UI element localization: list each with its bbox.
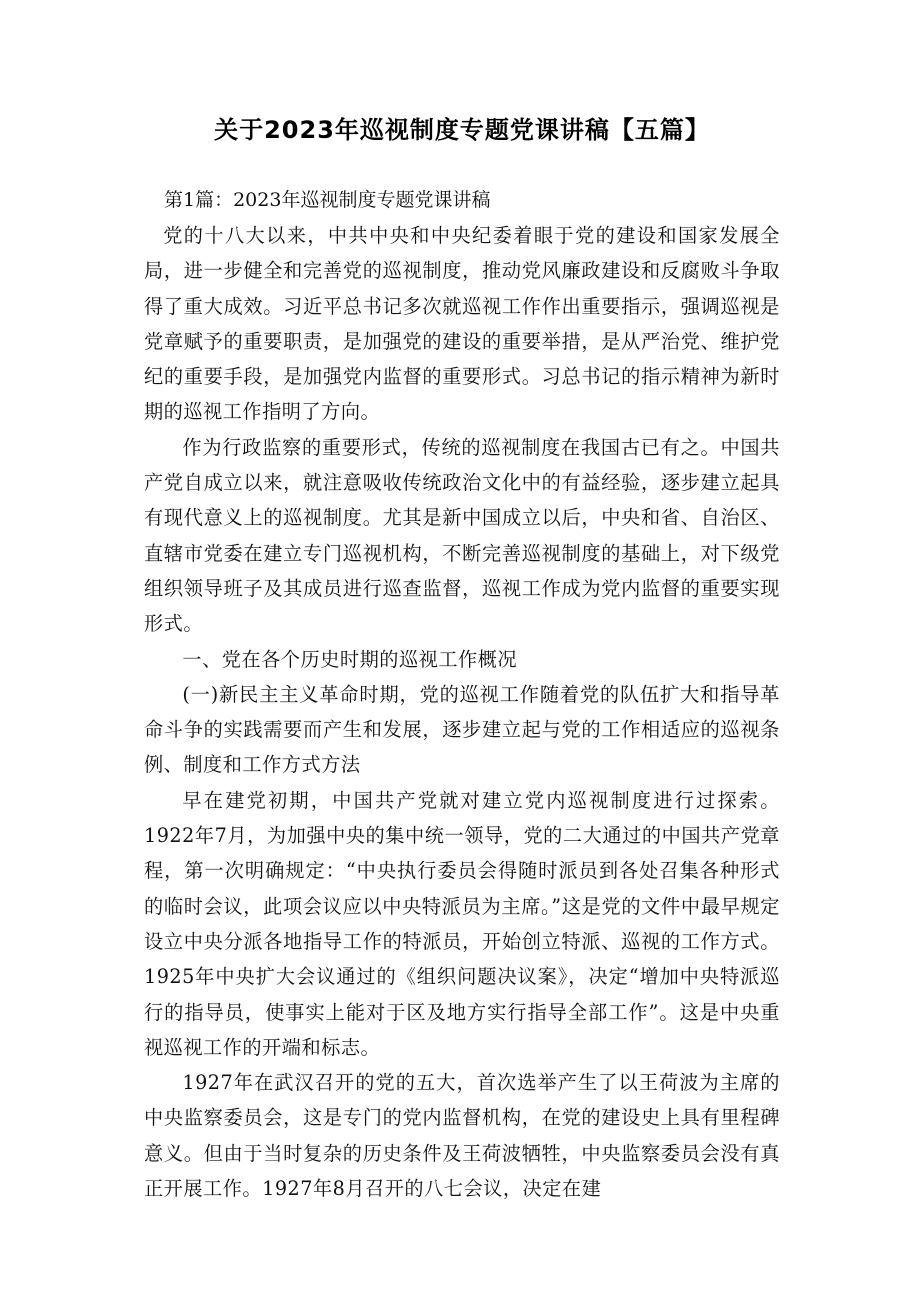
paragraph-2: 作为行政监察的重要形式，传统的巡视制度在我国古已有之。中国共产党自成立以来，就注意吸收传统政治文化中的有益经验，逐步建立起具有现代意义上的巡视制度。尤其是新中国成立以后，中央和省、自治区、直辖市党委在建立专门巡视机构，不断完善巡视制度的基础上，对下级党组织领导班子及其成员进行巡查监督，巡视工作成为党内监督的重要实现形式。 — [144, 435, 780, 636]
document-title: 关于2023年巡视制度专题党课讲稿【五篇】 — [214, 116, 710, 144]
subheading-new-democratic-period: (一)新民主主义革命时期，党的巡视工作随着党的队伍扩大和指导革命斗争的实践需要而产生和发展，逐步建立起与党的工作相适应的巡视条例、制度和工作方式方法 — [144, 682, 780, 777]
paragraph-4: 1927年在武汉召开的党的五大，首次选举产生了以王荷波为主席的中央监察委员会，这是专门的党内监督机构，在党的建设史上具有里程碑意义。但由于当时复杂的历史条件及王荷波牺牲，中央监察委员会没有真正开展工作。1927年8月召开的八七会议，决定在建 — [144, 1071, 780, 1201]
paragraph-1: 党的十八大以来，中共中央和中央纪委着眼于党的建设和国家发展全局，进一步健全和完善党的巡视制度，推动党风廉政建设和反腐败斗争取得了重大成效。习近平总书记多次就巡视工作作出重要指示，强调巡视是党章赋予的重要职责，是加强党的建设的重要举措，是从严治党、维护党纪的重要手段，是加强党内监督的重要形式。习总书记的指示精神为新时期的巡视工作指明了方向。 — [144, 224, 780, 424]
subheading-history-overview: 一、党在各个历史时期的巡视工作概况 — [182, 647, 518, 671]
paragraph-3: 早在建党初期，中国共产党就对建立党内巡视制度进行过探索。1922年7月，为加强中央的集中统一领导，党的二大通过的中国共产党章程，第一次明确规定：“中央执行委员会得随时派员到各处召集各种形式的临时会议，此项会议应以中央特派员为主席。”这是党的文件中最早规定设立中央分派各地指导工作的特派员，开始创立特派、巡视的工作方式。 1925年中央扩大会议通过的《组织问题决议案》，决定“增加中央特派巡行的指导员，使事实上能对于区及地方实行指导全部工作”。这是中央重视巡视工作的开端和标志。 — [144, 788, 780, 1059]
section-heading: 第1篇：2023年巡视制度专题党课讲稿 — [164, 189, 491, 211]
